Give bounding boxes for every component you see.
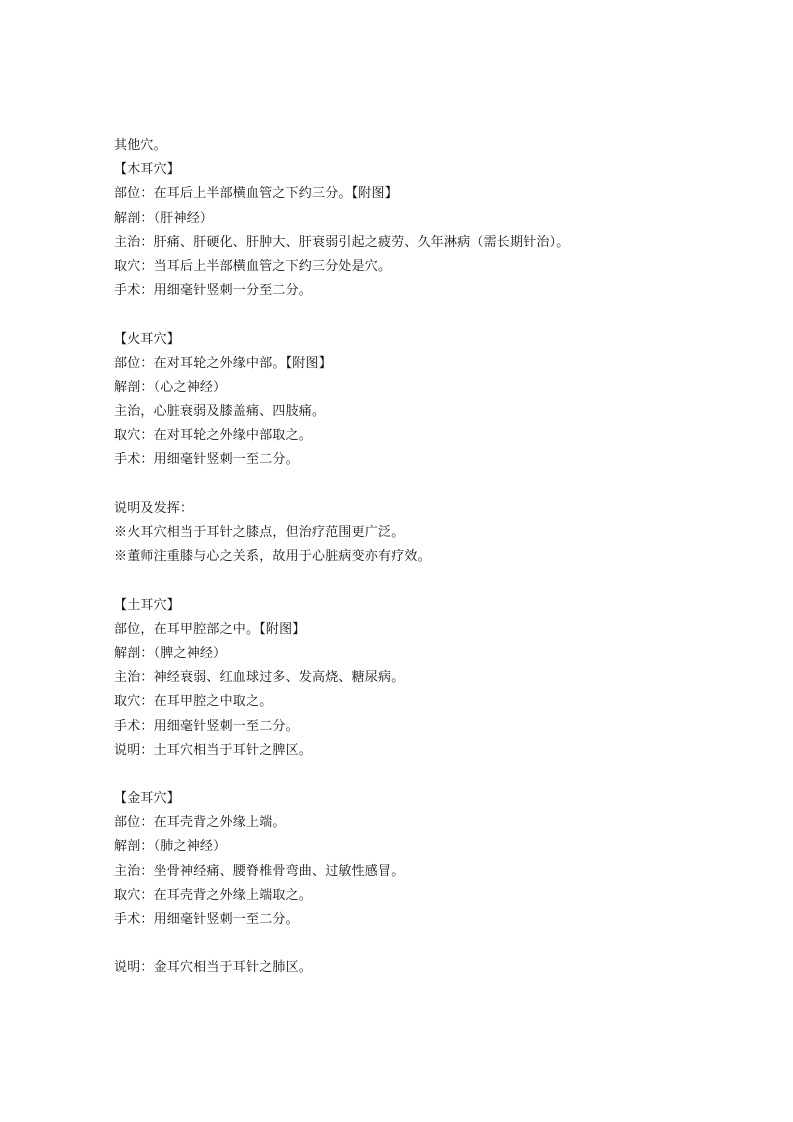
section-heading-mu-er: 【木耳穴】 [114, 162, 181, 178]
anatomy-line: 解剖：（肺之神经） [114, 839, 227, 855]
paragraph-gap [114, 932, 734, 956]
section-heading-huo-er: 【火耳穴】 [114, 331, 181, 347]
section-heading-tu-er: 【土耳穴】 [114, 597, 181, 613]
paragraph-gap [114, 763, 734, 787]
point-location-line: 取穴：在耳甲腔之中取之。 [114, 694, 273, 710]
paragraph-gap [114, 303, 734, 327]
technique-line: 手术：用细毫针竖刺一至二分。 [114, 912, 299, 927]
location-line: 部位：在耳后上半部横血管之下约三分。【附图】 [114, 186, 398, 202]
indications-line: 主治：坐骨神经痛、腰脊椎骨弯曲、过敏性感冒。 [114, 863, 405, 879]
indications-line: 主治：神经衰弱、红血球过多、发高烧、糖尿病。 [114, 670, 405, 686]
explanation-line: 说明：土耳穴相当于耳针之脾区。 [114, 742, 313, 758]
explanation-line: 说明：金耳穴相当于耳针之肺区。 [114, 960, 313, 976]
technique-line: 手术：用细毫针竖刺一至二分。 [114, 452, 299, 468]
point-location-line: 取穴：在耳壳背之外缘上端取之。 [114, 887, 313, 903]
location-line: 部位，在耳甲腔部之中。【附图】 [114, 621, 306, 637]
point-location-line: 取穴：在对耳轮之外缘中部取之。 [114, 428, 313, 444]
point-location-line: 取穴：当耳后上半部横血管之下约三分处是穴。 [114, 258, 392, 274]
document-page [114, 134, 734, 981]
explanation-heading: 说明及发挥： [114, 500, 194, 516]
technique-line: 手术：用细毫针竖刺一分至二分。 [114, 283, 313, 299]
section-heading-jin-er: 【金耳穴】 [114, 791, 181, 807]
anatomy-line: 解剖：（肝神经） [114, 210, 214, 226]
anatomy-line: 解剖：（脾之神经） [114, 645, 227, 661]
paragraph-gap [114, 473, 734, 497]
paragraph-gap [114, 569, 734, 593]
indications-line: 主治，心脏衰弱及膝盖痛、四肢痛。 [114, 404, 326, 420]
indications-line: 主治：肝痛、肝硬化、肝肿大、肝衰弱引起之疲劳、久年淋病（需长期针治）。 [114, 234, 570, 250]
note-line: ※董师注重膝与心之关系，故用于心脏病变亦有疗效。 [114, 549, 431, 565]
location-line: 部位：在耳壳背之外缘上端。 [114, 815, 286, 831]
technique-line: 手术：用细毫针竖刺一至二分。 [114, 718, 299, 734]
anatomy-line: 解剖：（心之神经） [114, 379, 227, 395]
intro-text: 其他穴。 [114, 138, 167, 153]
note-line: ※火耳穴相当于耳针之膝点，但治疗范围更广泛。 [114, 525, 405, 540]
location-line: 部位：在对耳轮之外缘中部。【附图】 [114, 355, 332, 371]
